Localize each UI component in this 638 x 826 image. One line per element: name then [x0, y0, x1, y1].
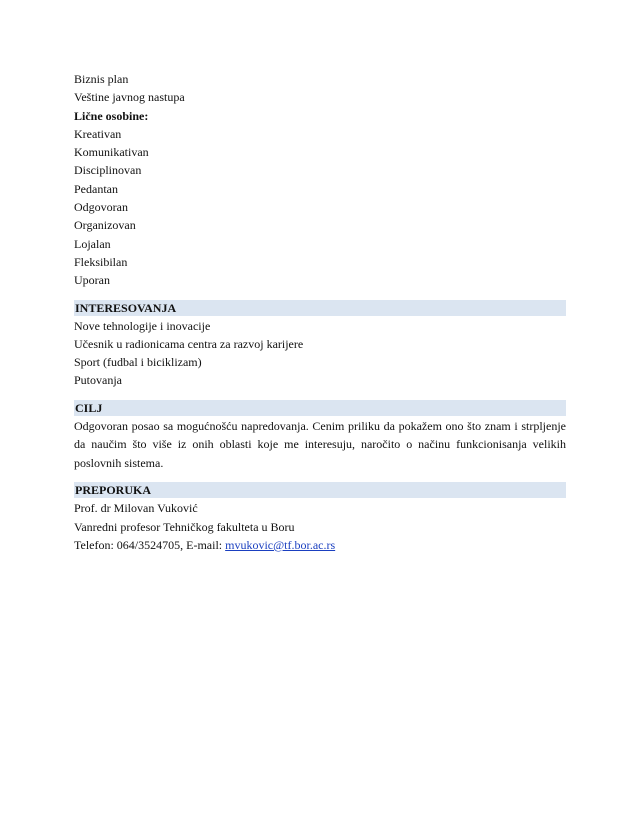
recommender-contact	[74, 536, 566, 554]
interest-item: Nove tehnologije i inovacije	[74, 318, 211, 333]
trait-item: Uporan	[74, 273, 110, 288]
trait-item: Fleksibilan	[74, 254, 128, 269]
email-link[interactable]: mvukovic@tf.bor.ac.rs	[225, 537, 336, 552]
trait-item: Kreativan	[74, 126, 122, 141]
goal-section-header: CILJ	[74, 400, 566, 416]
trait-item: Lojalan	[74, 236, 111, 251]
goal-paragraph: Odgovoran posao sa mogućnošću napredovanja. Cenim priliku da pokažem ono što znam i strpljenje da naučim što više iz onih oblasti koje me interesuju, naročito o načinu funkcionisanja velikih poslovnih sistema.	[74, 418, 566, 470]
recommendation-section-header: PREPORUKA	[74, 482, 566, 498]
recommender-name: Prof. dr Milovan Vuković	[74, 501, 198, 516]
trait-item: Organizovan	[74, 218, 136, 233]
recommender-title: Vanredni profesor Tehničkog fakulteta u Boru	[74, 519, 295, 534]
skill-line: Biznis plan	[74, 72, 129, 86]
trait-item: Pedantan	[74, 181, 118, 196]
personal-traits-heading: Lične osobine:	[74, 108, 149, 123]
interest-item: Putovanja	[74, 373, 122, 388]
document-body	[74, 70, 566, 554]
interest-item: Učesnik u radionicama centra za razvoj karijere	[74, 336, 304, 351]
contact-text: Telefon: 064/3524705, E-mail:	[74, 537, 226, 552]
trait-item: Komunikativan	[74, 145, 149, 160]
interests-section-header: INTERESOVANJA	[74, 300, 566, 316]
trait-item: Odgovoran	[74, 200, 128, 215]
interest-item: Sport (fudbal i biciklizam)	[74, 355, 202, 370]
trait-item: Disciplinovan	[74, 163, 142, 178]
skill-line: Veštine javnog nastupa	[74, 90, 185, 105]
